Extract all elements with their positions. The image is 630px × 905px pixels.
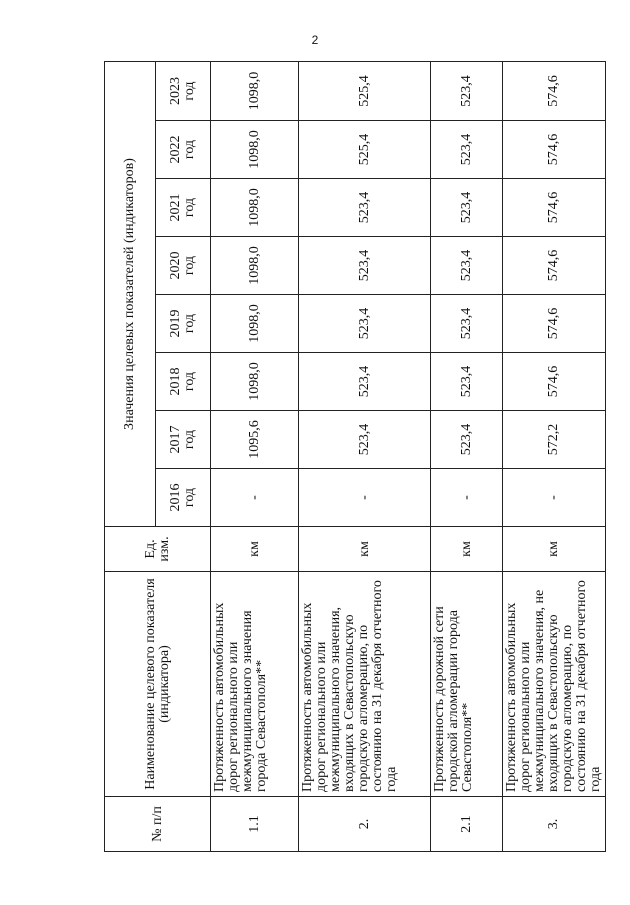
row-number: 3. — [503, 797, 606, 852]
indicator-name: Протяженность дорожной сети городской агломерации города Севастополя** — [431, 572, 503, 797]
value-cell: - — [503, 469, 606, 527]
header-year: 2020 год — [156, 237, 211, 295]
value-cell: - — [431, 469, 503, 527]
header-year: 2019 год — [156, 295, 211, 353]
value-cell: 523,4 — [431, 295, 503, 353]
table-row — [299, 62, 431, 852]
unit-cell: км — [431, 527, 503, 572]
header-year: 2016 год — [156, 469, 211, 527]
value-cell: 574,6 — [503, 121, 606, 179]
value-cell: 574,6 — [503, 353, 606, 411]
header-unit: Ед. изм. — [105, 527, 211, 572]
header-year: 2023 год — [156, 62, 211, 121]
header-values-group: Значения целевых показателей (индикаторов) — [105, 62, 156, 527]
header-year: 2018 год — [156, 353, 211, 411]
value-cell: 572,2 — [503, 411, 606, 469]
value-cell: 523,4 — [431, 179, 503, 237]
value-cell: 1098,0 — [211, 179, 299, 237]
indicators-table — [104, 61, 606, 852]
value-cell: 523,4 — [431, 353, 503, 411]
value-cell: - — [299, 469, 431, 527]
value-cell: 574,6 — [503, 295, 606, 353]
header-name: Наименование целевого показателя (индикатора) — [105, 572, 211, 797]
value-cell: 523,4 — [431, 121, 503, 179]
page-number: 2 — [311, 33, 319, 47]
header-year: 2017 год — [156, 411, 211, 469]
value-cell: 574,6 — [503, 179, 606, 237]
value-cell: 523,4 — [299, 411, 431, 469]
unit-cell: км — [299, 527, 431, 572]
value-cell: 574,6 — [503, 62, 606, 121]
value-cell: 525,4 — [299, 62, 431, 121]
row-number: 2.1 — [431, 797, 503, 852]
header-year: 2022 год — [156, 121, 211, 179]
value-cell: 525,4 — [299, 121, 431, 179]
value-cell: - — [211, 469, 299, 527]
unit-cell: км — [211, 527, 299, 572]
rotated-table-container — [104, 62, 603, 852]
value-cell: 1098,0 — [211, 121, 299, 179]
indicator-name: Протяженность автомобильных дорог регионального или межмуниципального значения, входящих в Севастопольскую городскую агломерацию, по состоянию на 31 декабря отчетного года — [299, 572, 431, 797]
value-cell: 1098,0 — [211, 295, 299, 353]
table-row — [431, 62, 503, 852]
header-year: 2021 год — [156, 179, 211, 237]
row-number: 2. — [299, 797, 431, 852]
table-row — [211, 62, 299, 852]
value-cell: 523,4 — [299, 353, 431, 411]
value-cell: 523,4 — [299, 295, 431, 353]
value-cell: 1098,0 — [211, 62, 299, 121]
value-cell: 523,4 — [431, 62, 503, 121]
value-cell: 1095,6 — [211, 411, 299, 469]
value-cell: 523,4 — [299, 237, 431, 295]
unit-cell: км — [503, 527, 606, 572]
value-cell: 1098,0 — [211, 237, 299, 295]
value-cell: 523,4 — [431, 411, 503, 469]
value-cell: 523,4 — [431, 237, 503, 295]
indicator-name: Протяженность автомобильных дорог регионального или межмуниципального значения города Севастополя** — [211, 572, 299, 797]
indicator-name: Протяженность автомобильных дорог регионального или межмуниципального значения, не входящих в Севастопольскую городскую агломерацию, по состоянию на 31 декабря отчетного года — [503, 572, 606, 797]
value-cell: 1098,0 — [211, 353, 299, 411]
table-row — [503, 62, 606, 852]
header-row-1 — [105, 62, 156, 852]
value-cell: 574,6 — [503, 237, 606, 295]
value-cell: 523,4 — [299, 179, 431, 237]
header-num: № п/п — [105, 797, 211, 852]
indicators-table-frame — [104, 62, 603, 852]
row-number: 1.1 — [211, 797, 299, 852]
